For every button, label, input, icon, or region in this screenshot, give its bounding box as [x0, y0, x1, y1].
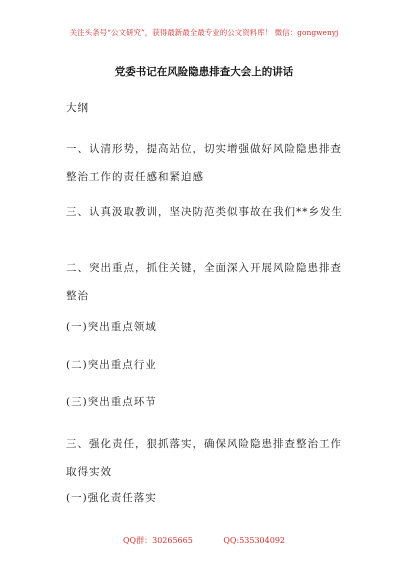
- paragraph-section-3b: 三、强化责任，狠抓落实，确保风险隐患排查整治工作取得实效: [66, 438, 342, 478]
- list-item-2: (二)突出重点行业: [66, 359, 157, 371]
- list-item-1: (一)突出重点领域: [66, 321, 157, 333]
- document-title: 党委书记在风险隐患排查大会上的讲话: [114, 66, 294, 78]
- paragraph-section-2: 二、突出重点，抓住关键，全面深入开展风险隐患排查整治: [66, 262, 342, 302]
- outline-heading: 大纲: [66, 102, 89, 114]
- qq-number: QQ:535304092: [223, 536, 285, 545]
- paragraph-section-3: 三、认真汲取教训，坚决防范类似事故在我们**乡发生: [66, 206, 343, 218]
- paragraph-section-1: 一、认清形势，提高站位，切实增强做好风险隐患排查整治工作的责任感和紧迫感: [66, 143, 342, 183]
- list-item-3: (三)突出重点环节: [66, 396, 157, 408]
- qq-group: QQ群：30265665: [122, 536, 193, 545]
- contact-footer: [0, 535, 408, 546]
- promo-header: 关注头条号“公文研究”，获得最新最全最专业的公文资料库！ 微信：gongwenyj: [69, 28, 339, 37]
- list-item-4: (一)强化责任落实: [66, 492, 157, 504]
